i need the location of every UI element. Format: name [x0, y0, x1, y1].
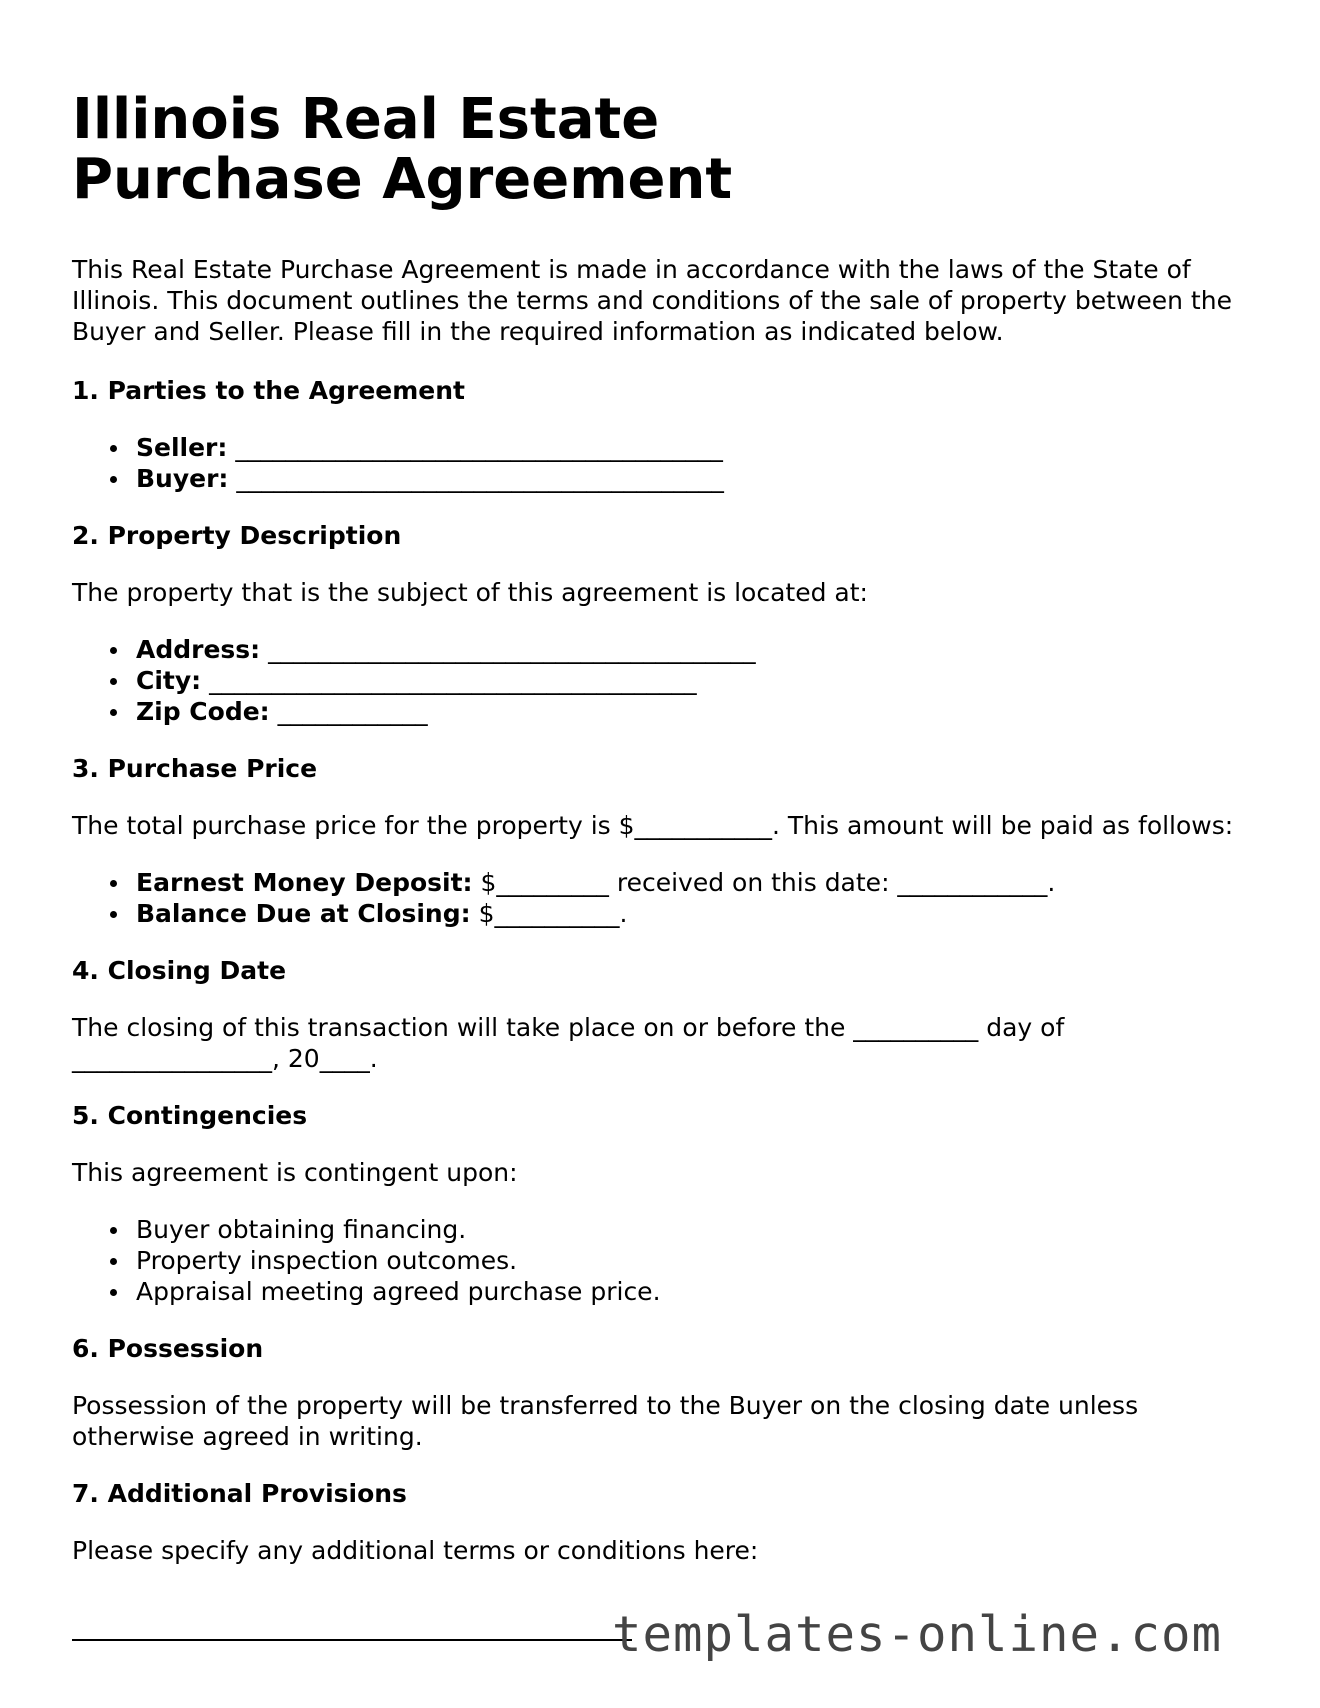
watermark: templates-online.com	[612, 1606, 1223, 1663]
seller-label: Seller:	[136, 433, 228, 462]
seller-blank[interactable]: _______________________________________	[235, 433, 723, 462]
property-list	[72, 634, 1252, 727]
section-property-heading: 2. Property Description	[72, 521, 402, 550]
deposit-field[interactable]	[136, 867, 1252, 898]
balance-label: Balance Due at Closing:	[136, 899, 471, 928]
contingencies-list	[72, 1214, 1252, 1307]
seller-field[interactable]	[136, 432, 1252, 463]
list-item: Property inspection outcomes.	[136, 1245, 1252, 1276]
document-page	[72, 87, 1252, 1566]
city-blank[interactable]: _______________________________________	[209, 666, 697, 695]
contingencies-text: This agreement is contingent upon:	[72, 1158, 518, 1187]
zip-blank[interactable]: ____________	[277, 697, 428, 726]
section-provisions-heading: 7. Additional Provisions	[72, 1479, 407, 1508]
section-possession-heading: 6. Possession	[72, 1334, 264, 1363]
provisions-blank-line[interactable]	[72, 1639, 632, 1641]
price-list	[72, 867, 1252, 929]
price-text[interactable]: The total purchase price for the property is $___________. This amount will be paid as follows:	[72, 811, 1234, 840]
closing-text[interactable]: The closing of this transaction will take place on or before the __________ day of ________________, 20____.	[72, 1013, 1065, 1073]
provisions-text: Please specify any additional terms or conditions here:	[72, 1536, 759, 1565]
balance-text[interactable]: $__________.	[478, 899, 628, 928]
buyer-blank[interactable]: _______________________________________	[236, 464, 724, 493]
section-closing-heading: 4. Closing Date	[72, 956, 287, 985]
document-title: Illinois Real Estate Purchase Agreement	[72, 87, 733, 212]
section-contingencies-heading: 5. Contingencies	[72, 1101, 308, 1130]
zip-label: Zip Code:	[136, 697, 270, 726]
list-item: Buyer obtaining financing.	[136, 1214, 1252, 1245]
possession-text: Possession of the property will be transferred to the Buyer on the closing date unless otherwise agreed in writing.	[72, 1391, 1139, 1451]
city-field[interactable]	[136, 665, 1252, 696]
list-item: Appraisal meeting agreed purchase price.	[136, 1276, 1252, 1307]
buyer-label: Buyer:	[136, 464, 229, 493]
balance-field[interactable]	[136, 898, 1252, 929]
intro-paragraph: This Real Estate Purchase Agreement is made in accordance with the laws of the State of Illinois. This document outlines the terms and conditions of the sale of property between the Buyer and Seller. Please fill in the required information as indicated below.	[72, 255, 1232, 346]
property-text: The property that is the subject of this agreement is located at:	[72, 578, 868, 607]
deposit-label: Earnest Money Deposit:	[136, 868, 473, 897]
parties-list	[72, 432, 1252, 494]
section-price-heading: 3. Purchase Price	[72, 754, 318, 783]
city-label: City:	[136, 666, 202, 695]
address-label: Address:	[136, 635, 261, 664]
deposit-text[interactable]: $_________ received on this date: ____________.	[480, 868, 1056, 897]
zip-field[interactable]	[136, 696, 1252, 727]
section-parties-heading: 1. Parties to the Agreement	[72, 376, 465, 405]
address-field[interactable]	[136, 634, 1252, 665]
buyer-field[interactable]	[136, 463, 1252, 494]
address-blank[interactable]: _______________________________________	[268, 635, 756, 664]
